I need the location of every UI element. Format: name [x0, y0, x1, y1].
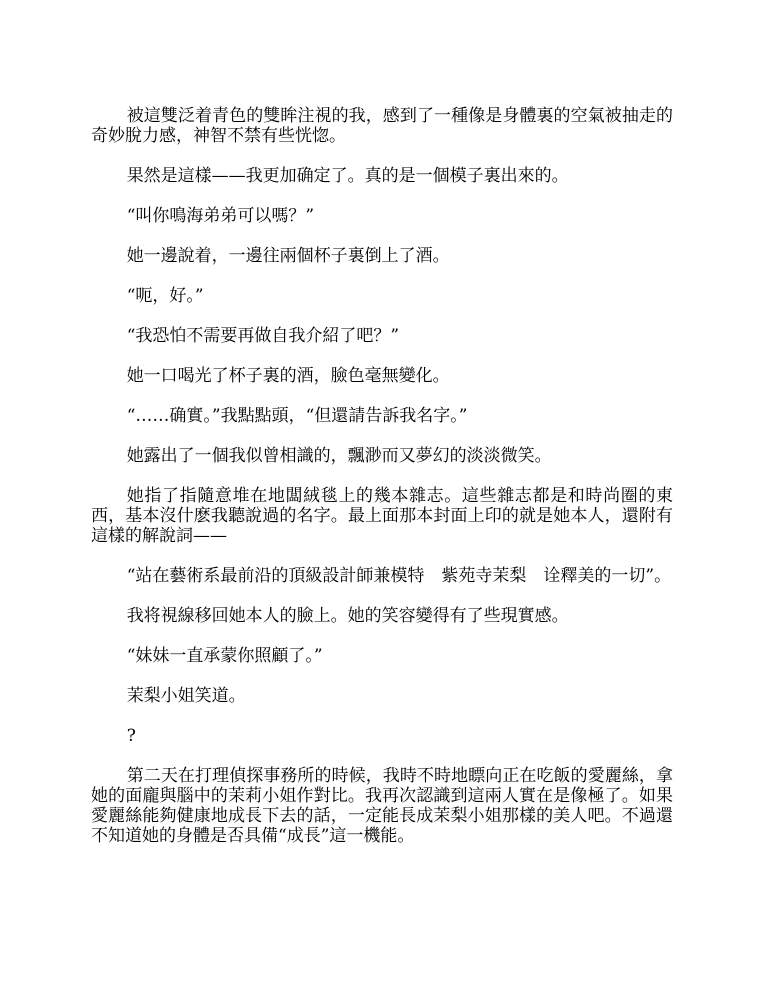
- paragraph: 她一邊說着，一邊往兩個杯子裏倒上了酒。: [126, 246, 450, 266]
- paragraph: “站在藝術系最前沿的頂級設計師兼模特 紫苑寺茉梨 诠釋美的一切”。: [126, 566, 672, 586]
- paragraph: 茉梨小姐笑道。: [126, 686, 246, 706]
- paragraph: 她露出了一個我似曾相識的，飄渺而又夢幻的淡淡微笑。: [126, 446, 552, 466]
- paragraph: “妹妹一直承蒙你照顧了。”: [126, 646, 323, 666]
- paragraph: “……确實。”我點點頭，“但還請告訴我名字。”: [126, 406, 468, 426]
- paragraph: “叫你鳴海弟弟可以嗎？”: [126, 206, 315, 226]
- paragraph: “呃，好。”: [126, 286, 204, 306]
- paragraph: 她指了指隨意堆在地闆絨毯上的幾本雜志。這些雜志都是和時尚圈的東西，基本沒什麽我聽說過的名字。最上面那本封面上印的就是她本人，還附有這樣的解說詞——: [91, 486, 673, 546]
- paragraph: 被這雙泛着青色的雙眸注視的我，感到了一種像是身體裏的空氣被抽走的奇妙脫力感，神智不禁有些恍惚。: [91, 106, 673, 146]
- paragraph: “我恐怕不需要再做自我介紹了吧？”: [126, 326, 400, 346]
- paragraph: 我将視線移回她本人的臉上。她的笑容變得有了些現實感。: [126, 606, 569, 626]
- paragraph: 她一口喝光了杯子裏的酒，臉色毫無變化。: [126, 366, 450, 386]
- paragraph: 果然是這樣——我更加确定了。真的是一個模子裏出來的。: [126, 166, 569, 186]
- paragraph: 第二天在打理偵探事務所的時候，我時不時地瞟向正在吃飯的愛麗絲，拿她的面龐與腦中的茉莉小姐作對比。我再次認識到這兩人實在是像極了。如果愛麗絲能夠健康地成長下去的話，一定能長成茉梨小姐那樣的美人吧。不過還不知道她的身體是否具備“成長”這一機能。: [91, 766, 673, 846]
- section-separator: ?: [126, 726, 136, 746]
